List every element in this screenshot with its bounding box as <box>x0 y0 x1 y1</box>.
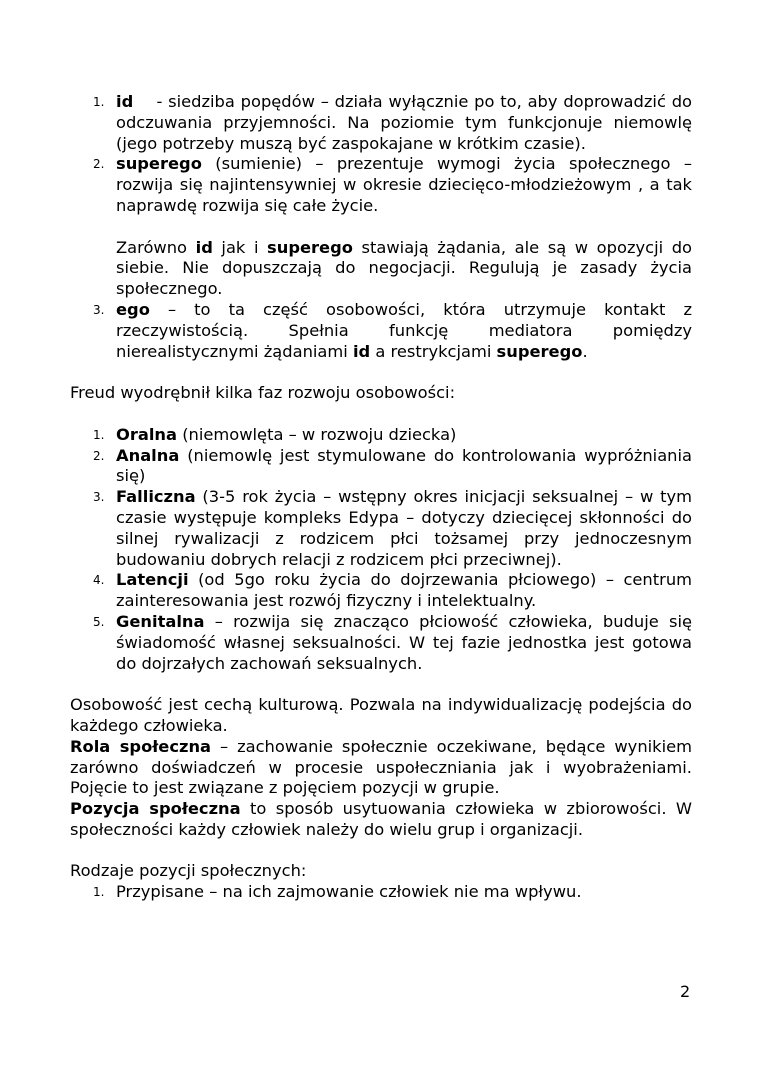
phase-text: (niemowlę jest stymulowane do kontrolowania wypróżniania się) <box>116 445 692 486</box>
rodzaje-intro: Rodzaje pozycji społecznych: <box>70 861 307 881</box>
item-text: . <box>582 341 588 361</box>
list-number: 3. <box>93 302 105 317</box>
list-number: 1. <box>93 427 105 442</box>
term-ego: ego <box>116 299 150 319</box>
list-number: 3. <box>93 490 105 505</box>
phase-item <box>70 425 692 446</box>
list-item-ego <box>70 300 692 362</box>
term-superego: superego <box>496 341 583 361</box>
term-pozycja: Pozycja społeczna <box>70 799 241 819</box>
inserted-text: stawiają żądania, ale są w opozycji do siebie. Nie dopuszczają do negocjacji. Regulują je zasady życia społecznego. <box>116 237 692 299</box>
rola-text: – zachowanie społecznie oczekiwane, będące wynikiem zarówno doświadczeń w procesie uspołeczniania jak i wyobrażeniami. Pojęcie to jest związane z pojęciem pozycji w grupie. <box>70 736 692 798</box>
rola-paragraph <box>70 737 692 799</box>
phase-text: – rozwija się znacząco płciowość człowieka, buduje się świadomość własnej seksualności. W tej fazie jednostka jest gotowa do dojrzałych zachowań seksualnych. <box>116 611 692 673</box>
term-id: id <box>195 237 213 257</box>
freud-intro: Freud wyodrębnił kilka faz rozwoju osobowości: <box>70 383 456 403</box>
list-item-superego <box>70 154 692 216</box>
list-number: 5. <box>93 614 105 629</box>
item-text: - siedziba popędów – działa wyłącznie po to, aby doprowadzić do odczuwania przyjemności. Na poziomie tym funkcjonuje niemowlę (jego potrzeby muszą być zaspokajane w krótkim czasie). <box>116 92 698 153</box>
term-id: id <box>352 341 371 361</box>
list-number: 2. <box>93 448 105 463</box>
phase-text: (3-5 rok życia – wstępny okres inicjacji seksualnej – w tym czasie występuje kompleks Edypa – dotyczy dziecięcej skłonności do silnej rywalizacji z rodzicem płci tożsamej przy jednoczesnym budowaniu dobrych relacji z rodzicem płci przeciwnej). <box>116 487 692 569</box>
phase-item <box>70 446 692 488</box>
pozycja-paragraph <box>70 799 692 841</box>
phase-item <box>70 612 692 674</box>
list-item-id <box>70 92 698 154</box>
rodzaje-item <box>70 882 692 903</box>
osobowosc-paragraph: Osobowość jest cechą kulturową. Pozwala na indywidualizację podejścia do każdego człowieka. <box>70 695 692 735</box>
phase-name: Analna <box>116 445 180 465</box>
phase-item <box>70 487 692 570</box>
list-number: 4. <box>93 573 105 588</box>
phase-text: (niemowlęta – w rozwoju dziecka) <box>177 424 457 444</box>
term-superego: superego <box>267 237 353 257</box>
term-superego: superego <box>116 154 202 174</box>
inserted-paragraph <box>70 238 692 300</box>
item-text: (sumienie) – prezentuje wymogi życia społecznego – rozwija się najintensywniej w okresie dziecięco-młodzieżowym , a tak naprawdę rozwija się całe życie. <box>116 154 692 215</box>
phase-name: Genitalna <box>116 611 205 631</box>
inserted-text: jak i <box>212 237 268 257</box>
item-text: – to ta część osobowości, która utrzymuje kontakt z rzeczywistością. Spełnia funkcję mediatora pomiędzy nierealistycznymi żądaniami <box>116 299 692 361</box>
inserted-text: Zarówno <box>116 237 196 257</box>
phase-name: Oralna <box>116 424 178 444</box>
term-id: id <box>116 92 134 111</box>
phase-item <box>70 570 692 612</box>
pozycja-text: to sposób usytuowania człowieka w zbiorowości. W społeczności każdy człowiek należy do wielu grup i organizacji. <box>70 799 692 839</box>
item-text: a restrykcjami <box>370 341 497 361</box>
phase-name: Latencji <box>116 570 189 590</box>
phase-name: Falliczna <box>116 487 196 507</box>
phase-text: (od 5go roku życia do dojrzewania płciowego) – centrum zainteresowania jest rozwój fizyczny i intelektualny. <box>116 570 692 611</box>
term-rola: Rola społeczna <box>70 736 212 756</box>
page-number: 2 <box>680 982 691 1001</box>
rodzaje-text: Przypisane – na ich zajmowanie człowiek nie ma wpływu. <box>116 882 582 902</box>
list-number: 1. <box>93 95 105 109</box>
list-number: 2. <box>93 157 105 172</box>
page-content <box>70 92 698 903</box>
list-number: 1. <box>93 885 105 900</box>
